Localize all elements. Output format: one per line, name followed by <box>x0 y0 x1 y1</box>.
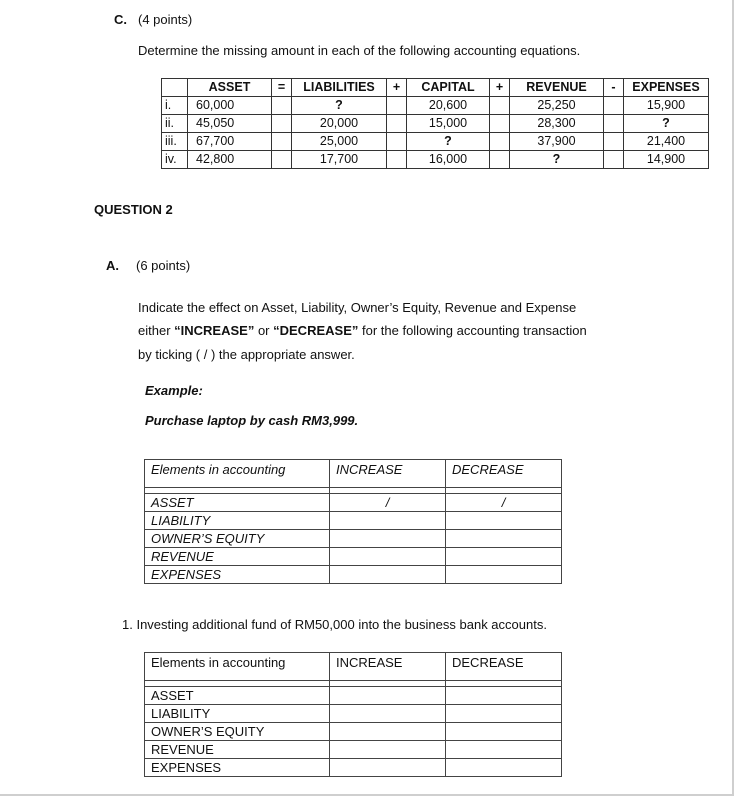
table-header-row <box>145 460 562 488</box>
table-row <box>145 494 562 512</box>
example-text: Purchase laptop by cash RM3,999. <box>145 413 359 428</box>
increase-tick-cell[interactable] <box>330 723 446 741</box>
capital-cell: 20,600 <box>407 97 490 115</box>
example-elements-table <box>144 459 562 584</box>
instruction-line-2 <box>138 323 587 338</box>
spacer-cell <box>272 151 292 169</box>
table-row <box>145 705 562 723</box>
header-equals: = <box>272 79 292 97</box>
header-blank-cell <box>162 79 188 97</box>
table-row <box>145 759 562 777</box>
spacer-cell <box>604 97 624 115</box>
example-label: Example: <box>145 383 203 398</box>
element-cell: OWNER’S EQUITY <box>145 723 330 741</box>
header-elements: Elements in accounting <box>145 653 330 681</box>
header-revenue: REVENUE <box>510 79 604 97</box>
header-asset: ASSET <box>188 79 272 97</box>
increase-tick-cell[interactable] <box>330 759 446 777</box>
instruction-text: for the following accounting transaction <box>358 323 587 338</box>
element-cell: EXPENSES <box>145 759 330 777</box>
expenses-cell: 14,900 <box>624 151 709 169</box>
table-row <box>145 687 562 705</box>
increase-tick-cell <box>330 512 446 530</box>
table-row <box>145 723 562 741</box>
spacer-cell <box>604 133 624 151</box>
decrease-keyword: “DECREASE” <box>273 323 359 338</box>
section-c-instruction: Determine the missing amount in each of the following accounting equations. <box>138 43 581 58</box>
spacer-cell <box>490 115 510 133</box>
spacer-cell <box>387 115 407 133</box>
expenses-cell: 21,400 <box>624 133 709 151</box>
spacer-cell <box>604 115 624 133</box>
instruction-text: or <box>254 323 274 338</box>
decrease-tick-cell: / <box>446 494 562 512</box>
row-number: i. <box>162 97 188 115</box>
header-plus-2: + <box>490 79 510 97</box>
table-row <box>145 530 562 548</box>
decrease-tick-cell <box>446 512 562 530</box>
spacer-cell <box>272 133 292 151</box>
item-1-elements-table <box>144 652 562 777</box>
header-expenses: EXPENSES <box>624 79 709 97</box>
revenue-cell: ? <box>510 151 604 169</box>
part-a-points: (6 points) <box>136 258 191 273</box>
asset-cell: 67,700 <box>188 133 272 151</box>
capital-cell: 16,000 <box>407 151 490 169</box>
table-row <box>162 97 709 115</box>
part-a-label: A. <box>106 258 119 273</box>
row-number: iii. <box>162 133 188 151</box>
header-increase: INCREASE <box>330 460 446 488</box>
decrease-tick-cell <box>446 566 562 584</box>
element-cell: OWNER’S EQUITY <box>145 530 330 548</box>
spacer-cell <box>490 151 510 169</box>
increase-keyword: “INCREASE” <box>174 323 255 338</box>
liabilities-cell: ? <box>292 97 387 115</box>
decrease-tick-cell[interactable] <box>446 687 562 705</box>
asset-cell: 45,050 <box>188 115 272 133</box>
decrease-tick-cell[interactable] <box>446 723 562 741</box>
question-2-title: QUESTION 2 <box>94 202 173 217</box>
accounting-equation-table <box>161 78 709 169</box>
header-liabilities: LIABILITIES <box>292 79 387 97</box>
element-cell: REVENUE <box>145 741 330 759</box>
decrease-tick-cell[interactable] <box>446 741 562 759</box>
equation-header-row <box>162 79 709 97</box>
instruction-text: either <box>138 323 175 338</box>
element-cell: LIABILITY <box>145 705 330 723</box>
spacer-cell <box>272 97 292 115</box>
liabilities-cell: 25,000 <box>292 133 387 151</box>
table-row <box>162 133 709 151</box>
revenue-cell: 28,300 <box>510 115 604 133</box>
spacer-cell <box>604 151 624 169</box>
increase-tick-cell: / <box>330 494 446 512</box>
liabilities-cell: 20,000 <box>292 115 387 133</box>
row-number: ii. <box>162 115 188 133</box>
header-increase: INCREASE <box>330 653 446 681</box>
element-cell: REVENUE <box>145 548 330 566</box>
instruction-line-1: Indicate the effect on Asset, Liability, Owner’s Equity, Revenue and Expense <box>138 300 577 315</box>
element-cell: LIABILITY <box>145 512 330 530</box>
spacer-cell <box>272 115 292 133</box>
increase-tick-cell <box>330 548 446 566</box>
element-cell: ASSET <box>145 494 330 512</box>
element-cell: EXPENSES <box>145 566 330 584</box>
revenue-cell: 37,900 <box>510 133 604 151</box>
decrease-tick-cell <box>446 548 562 566</box>
expenses-cell: 15,900 <box>624 97 709 115</box>
header-capital: CAPITAL <box>407 79 490 97</box>
header-decrease: DECREASE <box>446 460 562 488</box>
spacer-cell <box>490 97 510 115</box>
capital-cell: 15,000 <box>407 115 490 133</box>
increase-tick-cell[interactable] <box>330 741 446 759</box>
spacer-cell <box>387 97 407 115</box>
header-decrease: DECREASE <box>446 653 562 681</box>
instruction-line-3: by ticking ( / ) the appropriate answer. <box>138 347 355 362</box>
element-cell: ASSET <box>145 687 330 705</box>
table-row <box>145 512 562 530</box>
table-row <box>145 566 562 584</box>
table-header-row <box>145 653 562 681</box>
table-row <box>145 741 562 759</box>
increase-tick-cell[interactable] <box>330 705 446 723</box>
revenue-cell: 25,250 <box>510 97 604 115</box>
row-number: iv. <box>162 151 188 169</box>
capital-cell: ? <box>407 133 490 151</box>
spacer-cell <box>387 151 407 169</box>
header-elements: Elements in accounting <box>145 460 330 488</box>
increase-tick-cell <box>330 530 446 548</box>
expenses-cell: ? <box>624 115 709 133</box>
item-1-text: 1. Investing additional fund of RM50,000 into the business bank accounts. <box>122 617 547 632</box>
liabilities-cell: 17,700 <box>292 151 387 169</box>
table-row <box>162 115 709 133</box>
decrease-tick-cell[interactable] <box>446 705 562 723</box>
decrease-tick-cell <box>446 530 562 548</box>
header-plus-1: + <box>387 79 407 97</box>
header-minus: - <box>604 79 624 97</box>
decrease-tick-cell[interactable] <box>446 759 562 777</box>
spacer-cell <box>490 133 510 151</box>
increase-tick-cell[interactable] <box>330 687 446 705</box>
table-row <box>145 548 562 566</box>
asset-cell: 60,000 <box>188 97 272 115</box>
asset-cell: 42,800 <box>188 151 272 169</box>
spacer-cell <box>387 133 407 151</box>
section-c-points: (4 points) <box>138 12 193 27</box>
increase-tick-cell <box>330 566 446 584</box>
section-c-label: C. <box>114 12 127 27</box>
table-row <box>162 151 709 169</box>
